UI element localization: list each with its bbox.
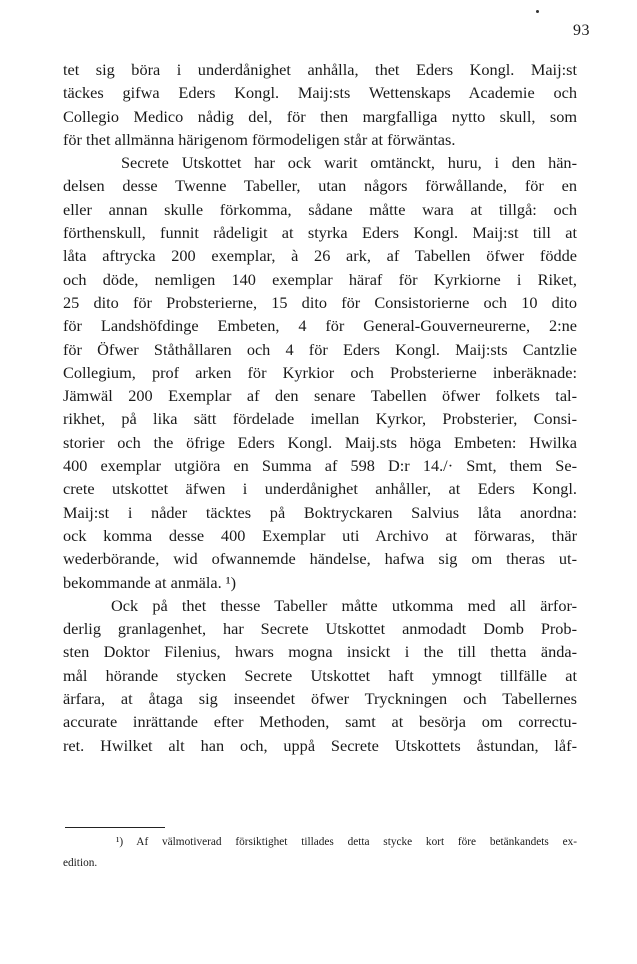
text-line: bekommande at anmäla. ¹): [63, 572, 237, 592]
text-line: rikhet, på lika sätt fördelade imellan Kyrkor, Probsterier, Consi-: [63, 409, 577, 429]
text-line: för Landshöfdinge Embeten, 4 för General-Gouverneurerne, 2:ne: [63, 316, 577, 336]
text-line: 400 exemplar utgiöra en Summa af 598 D:r 14./· Smt, them Se-: [63, 456, 577, 476]
footnote-divider: [65, 827, 165, 828]
text-line: låta aftrycka 200 exemplar, à 26 ark, af Tabellen öfwer födde: [63, 246, 577, 266]
text-line: mål hörande stycken Secrete Utskottet haft ymnogt tillfälle at: [63, 665, 577, 685]
footnote-line: ¹) Af välmotiverad försiktighet tillades detta stycke kort före betänkandets ex-: [116, 836, 577, 848]
print-speck: [536, 10, 539, 13]
text-line: tet sig böra i underdånighet anhålla, thet Eders Kongl. Maij:st: [63, 60, 577, 79]
text-line: för Öfwer Ståthållaren och 4 för Eders Kongl. Maij:sts Cantzlie: [63, 339, 577, 359]
text-line: wederbörande, wid ofwannemde händelse, hafwa sig om theras ut-: [63, 549, 577, 569]
text-line: accurate inrättande efter Methoden, samt at besörja om correctu-: [63, 712, 577, 732]
text-line: förthenskull, funnit rådeligit at styrka Eders Kongl. Maij:st till at: [63, 223, 577, 243]
text-line: Maij:st i nåder täcktes på Boktryckaren Salvius låta anordna:: [63, 502, 577, 522]
footnote-line: edition.: [63, 857, 98, 869]
text-line: eller annan skulle förkomma, sådane måtte wara at tillgå: och: [63, 199, 577, 219]
text-line: sten Doktor Filenius, hwars mogna insickt i the till thetta ända-: [63, 642, 577, 662]
text-line: 25 dito för Probsterierne, 15 dito för Consistorierne och 10 dito: [63, 292, 577, 312]
text-line: Collegium, prof arken för Kyrkior och Probsterierne inberäknade:: [63, 362, 577, 382]
text-line: för thet allmänna härigenom förmodeligen står at förwäntas.: [63, 129, 456, 149]
footnote: [63, 832, 577, 874]
text-line: ärfara, at åtaga sig inseendet öfwer Tryckningen och Tabellernes: [63, 689, 577, 709]
text-line: storier och the öfrige Eders Kongl. Maij.sts höga Embeten: Hwilka: [63, 432, 577, 452]
paragraph-start-line: Secrete Utskottet har ock warit omtänckt, huru, i den hän-: [121, 153, 577, 173]
text-line: täckes gifwa Eders Kongl. Maij:sts Wettenskaps Academie och: [63, 83, 577, 103]
page-number: 93: [573, 22, 590, 39]
text-line: Collegio Medico nådig del, för then margfalliga nytto skull, som: [63, 106, 577, 126]
text-line: derlig granlagenhet, har Secrete Utskottet anmodadt Domb Prob-: [63, 619, 577, 639]
text-line: ret. Hwilket alt han och, uppå Secrete Utskottets åstundan, låf-: [63, 735, 577, 755]
text-line: Jämwäl 200 Exemplar af den senare Tabellen öfwer folkets tal-: [63, 386, 577, 406]
text-line: ock komma desse 400 Exemplar uti Archivo at förwaras, thär: [63, 525, 577, 545]
text-line: delsen desse Twenne Tabeller, utan någors förwållande, för en: [63, 176, 577, 196]
body-text: [63, 58, 577, 757]
text-line: crete utskottet äfwen i underdånighet anhåller, at Eders Kongl.: [63, 479, 577, 499]
paragraph-start-line: Ock på thet thesse Tabeller måtte utkomma med all ärfor-: [111, 595, 577, 615]
text-line: och döde, nemligen 140 exemplar häraf för Kyrkiorne i Riket,: [63, 269, 577, 289]
